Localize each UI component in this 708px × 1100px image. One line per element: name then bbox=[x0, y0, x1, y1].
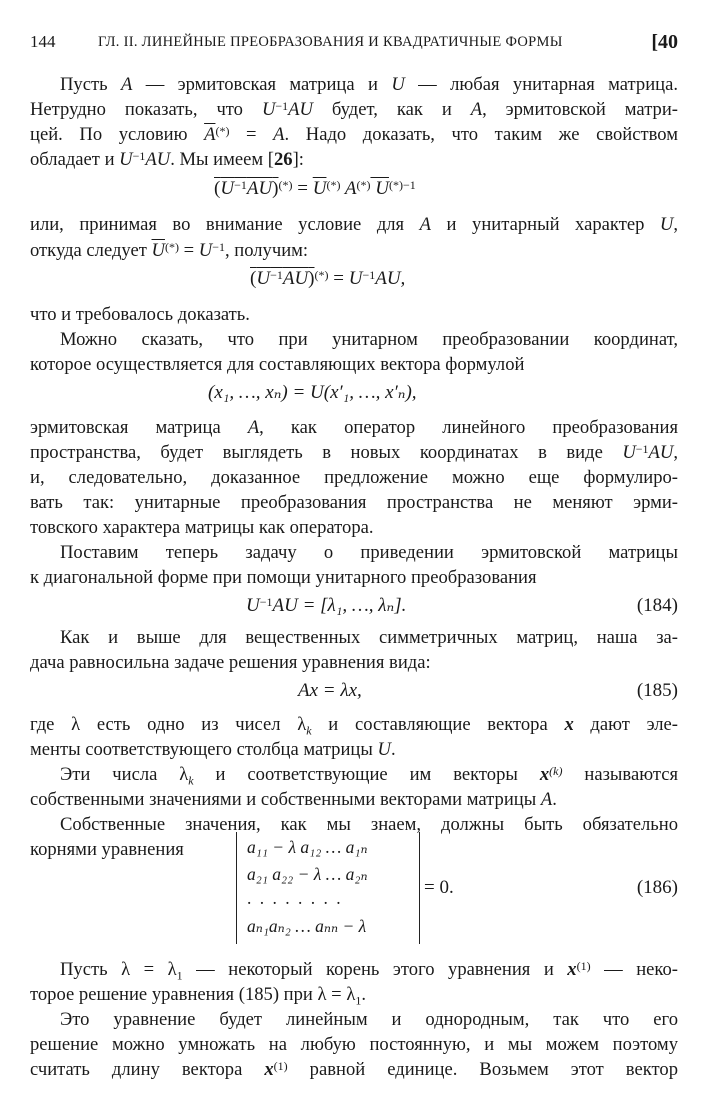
formula-185: Ax = λx, bbox=[298, 680, 362, 701]
equation-number-186: (186) bbox=[636, 877, 678, 898]
text-line: Как и выше для вещественных симметричных матриц, наша за- bbox=[60, 627, 678, 648]
determinant-row: . . . . . . . . bbox=[247, 888, 343, 908]
text-line: вать так: унитарные преобразования пространства не меняют эрми- bbox=[30, 492, 678, 513]
formula-184: $U^{-1}AU = [\lambda_1$, …, λₙ]. bbox=[246, 595, 407, 616]
equation-number-184: (184) bbox=[636, 595, 678, 616]
text-line: к диагональной форме при помощи унитарного преобразования bbox=[30, 567, 537, 588]
text-line: Поставим теперь задачу о приведении эрмитовской матрицы bbox=[60, 542, 678, 563]
text-line: торое решение уравнения (185) при $\lambda = \lambda_1$. bbox=[30, 984, 366, 1008]
equation-number-185: (185) bbox=[636, 680, 678, 701]
text-line: откуда следует $\overline{U}^{(*)} = U^{-1}$, получим: bbox=[30, 240, 309, 261]
text-line: Пусть A — эрмитовская матрица и U — любая унитарная матрица. bbox=[60, 74, 679, 95]
text-line: или, принимая во внимание условие для A и унитарный характер U, bbox=[30, 214, 679, 235]
text-line: Эти числа $\lambda_k$ и соответствующие им векторы $x^{(k)}$ называются bbox=[60, 764, 679, 788]
text-line: корнями уравнения bbox=[30, 839, 184, 860]
text-line: Нетрудно показать, что $U^{-1}AU$ будет, как и A, эрмитовской матри- bbox=[30, 99, 678, 120]
text-line: пространства, будет выглядеть в новых координатах в виде $U^{-1}AU$, bbox=[30, 442, 678, 463]
section-number: [40 bbox=[651, 31, 678, 53]
text-line: Собственные значения, как мы знаем, должны быть обязательно bbox=[60, 814, 678, 835]
text-line: решение можно умножать на любую постоянную, и мы можем поэтому bbox=[30, 1034, 678, 1055]
text-line: где λ есть одно из чисел $\lambda_k$ и составляющие вектора x дают эле- bbox=[30, 714, 678, 738]
formula-3: (x₁, …, xₙ) = U(x′₁, …, x′ₙ), bbox=[208, 382, 417, 403]
text-line: товского характера матрицы как оператора. bbox=[30, 517, 374, 538]
text-line: дача равносильна задаче решения уравнения вида: bbox=[30, 652, 431, 673]
running-title: ГЛ. II. ЛИНЕЙНЫЕ ПРЕОБРАЗОВАНИЯ И КВАДРАТИЧНЫЕ ФОРМЫ bbox=[98, 34, 563, 50]
text-line: цей. По условию $\overline{A}^{(*)} = A$. Надо доказать, что таким же свойством bbox=[30, 124, 678, 145]
determinant-row: a₁₁ − λ a₁₂ … a₁ₙ bbox=[247, 837, 368, 857]
text-line: и, следовательно, доказанное предложение можно еще формулиро- bbox=[30, 467, 678, 488]
text-line: что и требовалось доказать. bbox=[30, 304, 250, 325]
text-line: обладает и $U^{-1}AU$. Мы имеем [26]: bbox=[30, 149, 304, 170]
text-line: считать длину вектора $x^{(1)}$ равной единице. Возьмем этот вектор bbox=[30, 1059, 678, 1080]
text-line: Это уравнение будет линейным и однородным, так что его bbox=[60, 1009, 678, 1030]
determinant-equals: = 0. bbox=[424, 877, 454, 898]
determinant-row: a₂₁ a₂₂ − λ … a₂ₙ bbox=[247, 864, 368, 884]
determinant bbox=[236, 832, 420, 944]
text-line: собственными значениями и собственными векторами матрицы A. bbox=[30, 789, 557, 810]
formula-1: $(U^{-1}AU)^{(*)} = \overline{U}^{(*)}$ A(*) $U^{(*)-1}$ bbox=[214, 178, 416, 199]
text-line: Пусть $\lambda = \lambda_1$ — некоторый корень этого уравнения и $x^{(1)}$ — неко- bbox=[60, 959, 678, 983]
formula-2: $(U^{-1}AU)^{(*)} = U^{-1}AU$, bbox=[250, 268, 406, 289]
text-line: менты соответствующего столбца матрицы U. bbox=[30, 739, 396, 760]
text-line: Можно сказать, что при унитарном преобразовании координат, bbox=[60, 329, 678, 350]
text-line: которое осуществляется для составляющих вектора формулой bbox=[30, 354, 525, 375]
text-line: эрмитовская матрица A, как оператор линейного преобразования bbox=[30, 417, 678, 438]
determinant-row: aₙ₁aₙ₂ … aₙₙ − λ bbox=[247, 916, 367, 936]
page-number: 144 bbox=[30, 32, 56, 51]
